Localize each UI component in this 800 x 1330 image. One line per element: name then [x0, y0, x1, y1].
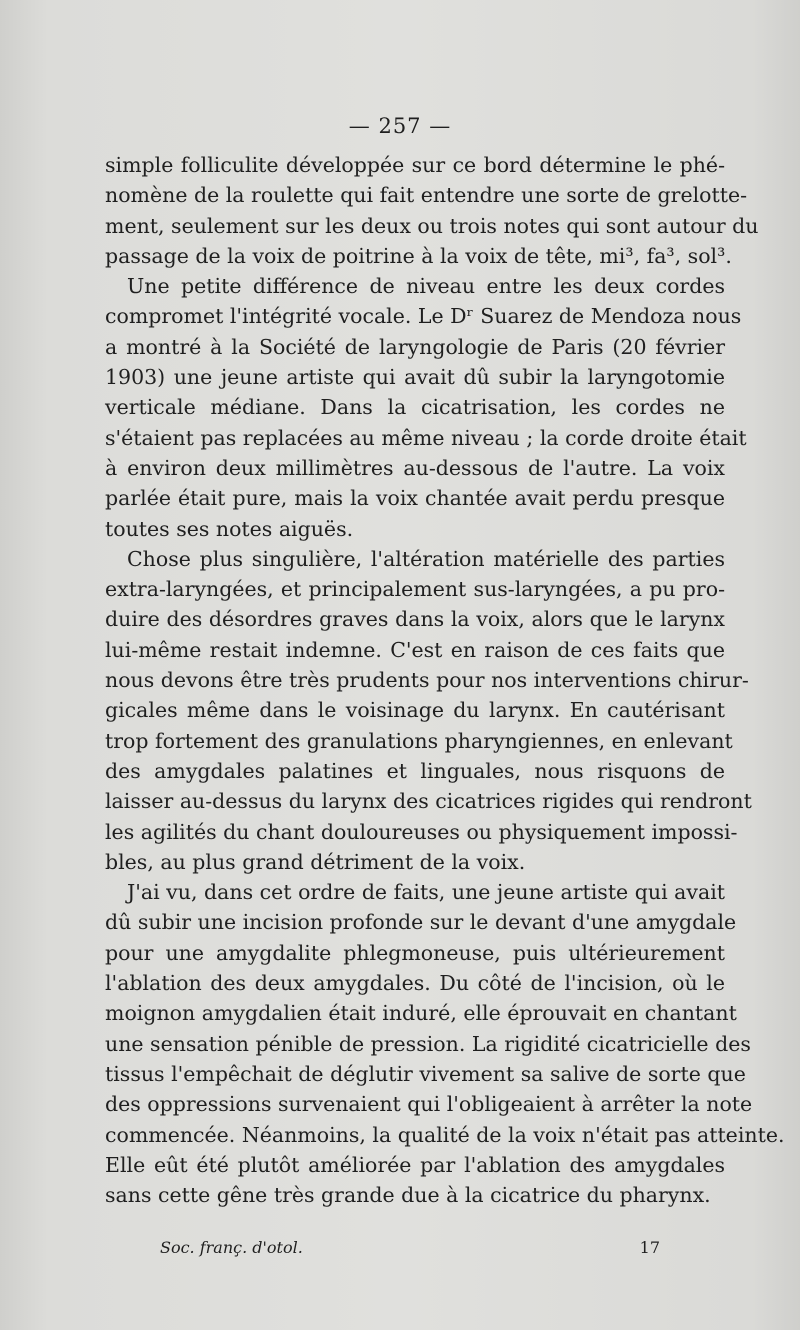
page-footer [160, 1238, 660, 1262]
text-line: sans cette gêne très grande due à la cicatrice du pharynx. [105, 1183, 711, 1208]
text-line: lui-même restait indemne. C'est en raison de ces faits que [105, 637, 725, 662]
text-line: J'ai vu, dans cet ordre de faits, une jeune artiste qui avait [127, 880, 725, 905]
text-line: moignon amygdalien était induré, elle éprouvait en chantant [105, 1001, 737, 1026]
text-line: Chose plus singulière, l'altération matérielle des parties [127, 546, 725, 571]
text-line: bles, au plus grand détriment de la voix. [105, 849, 526, 874]
text-line: toutes ses notes aiguës. [105, 516, 354, 541]
text-line: ment, seulement sur les deux ou trois notes qui sont autour du [105, 213, 759, 238]
text-line: les agilités du chant douloureuses ou physiquement impossi- [105, 819, 738, 844]
body-text [105, 150, 785, 1210]
text-line: parlée était pure, mais la voix chantée avait perdu presque [105, 486, 725, 511]
text-line: à environ deux millimètres au-dessous de l'autre. La voix [105, 455, 725, 480]
text-line: des amygdales palatines et linguales, nous risquons de [105, 758, 725, 783]
text-line: simple folliculite développée sur ce bord détermine le phé- [105, 153, 725, 177]
text-line: compromet l'intégrité vocale. Le Dʳ Suarez de Mendoza nous [105, 304, 742, 329]
footer-signature-mark: 17 [639, 1238, 660, 1257]
text-line: des oppressions survenaient qui l'obligeaient à arrêter la note [105, 1092, 753, 1117]
text-line: nous devons être très prudents pour nos interventions chirur- [105, 668, 749, 693]
text-line: passage de la voix de poitrine à la voix de tête, mi³, fa³, sol³. [105, 243, 732, 268]
page-number: — 257 — [348, 114, 452, 138]
text-line: nomène de la roulette qui fait entendre une sorte de grelotte- [105, 183, 748, 208]
text-line: tissus l'empêchait de déglutir vivement sa salive de sorte que [105, 1061, 746, 1086]
text-line: trop fortement des granulations pharyngiennes, en enlevant [105, 728, 733, 753]
text-line: dû subir une incision profonde sur le devant d'une amygdale [105, 910, 737, 935]
text-line: gicales même dans le voisinage du larynx. En cautérisant [105, 698, 725, 723]
text-line: verticale médiane. Dans la cicatrisation, les cordes ne [105, 395, 725, 420]
footer-journal-title: Soc. franç. d'otol. [160, 1238, 303, 1257]
text-line: l'ablation des deux amygdales. Du côté de l'incision, où le [105, 971, 725, 996]
text-line: pour une amygdalite phlegmoneuse, puis ultérieurement [105, 940, 725, 965]
text-line: Une petite différence de niveau entre les deux cordes [127, 274, 725, 299]
text-line: s'étaient pas replacées au même niveau ; la corde droite était [105, 425, 747, 450]
text-line: commencée. Néanmoins, la qualité de la voix n'était pas atteinte. [105, 1122, 785, 1147]
text-line: a montré à la Société de laryngologie de Paris (20 février [105, 334, 725, 359]
text-line: laisser au-dessus du larynx des cicatrices rigides qui rendront [105, 789, 752, 814]
text-line: Elle eût été plutôt améliorée par l'ablation des amygdales [105, 1152, 725, 1177]
text-line: extra-laryngées, et principalement sus-laryngées, a pu pro- [105, 577, 725, 602]
text-line: duire des désordres graves dans la voix, alors que le larynx [105, 607, 725, 632]
text-line: 1903) une jeune artiste qui avait dû subir la laryngotomie [105, 365, 725, 390]
text-line: une sensation pénible de pression. La rigidité cicatricielle des [105, 1031, 751, 1056]
